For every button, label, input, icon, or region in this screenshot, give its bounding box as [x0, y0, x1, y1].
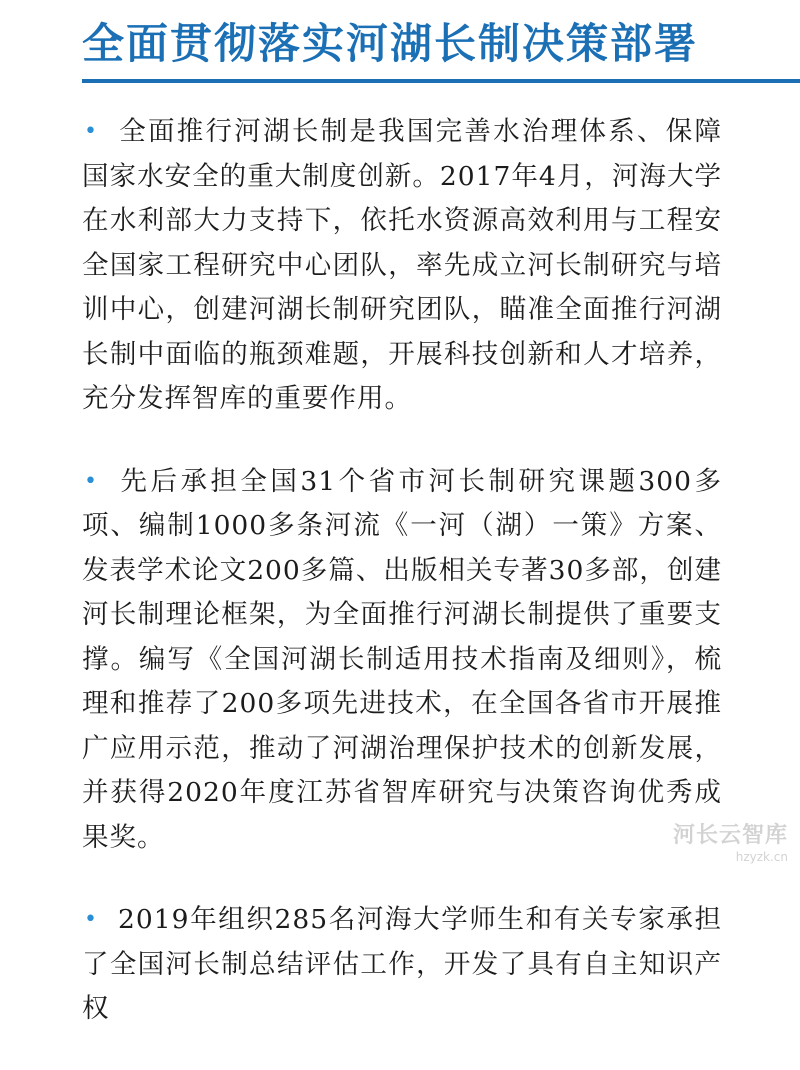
- watermark: [673, 822, 788, 864]
- paragraph-3: [82, 898, 722, 1032]
- bullet-icon: •: [84, 907, 98, 932]
- bullet-icon: •: [84, 468, 98, 494]
- watermark-url: hzyzk.cn: [735, 850, 788, 864]
- paragraph-1: [82, 110, 722, 422]
- bullet-icon: •: [84, 119, 98, 144]
- page-title: 全面贯彻落实河湖长制决策部署: [82, 19, 699, 68]
- article-body: [82, 110, 722, 1070]
- paragraph-text: 2019年组织285名河海大学师生和有关专家承担了全国河长制总结评估工作，开发了具有自主知识产权: [82, 904, 722, 1024]
- paragraph-text: 全面推行河湖长制是我国完善水治理体系、保障国家水安全的重大制度创新。2017年4月，河海大学在水利部大力支持下，依托水资源高效利用与工程安全国家工程研究中心团队，率先成立河长制研究与培训中心，创建河湖长制研究团队，瞄准全面推行河湖长制中面临的瓶颈难题，开展科技创新和人才培养，充分发挥智库的重要作用。: [82, 116, 722, 414]
- title-underline: [82, 79, 800, 83]
- paragraph-text: 先后承担全国31个省市河长制研究课题300多项、编制1000多条河流《一河（湖）一策》方案、发表学术论文200多篇、出版相关专著30多部，创建河长制理论框架，为全面推行河湖长制提供了重要支撑。编写《全国河湖长制适用技术指南及细则》，梳理和推荐了200多项先进技术，在全国各省市开展推广应用示范，推动了河湖治理保护技术的创新发展，并获得2020年度江苏省智库研究与决策咨询优秀成果奖。: [82, 465, 722, 853]
- paragraph-2: [82, 460, 722, 861]
- watermark-name: 河长云智库: [672, 823, 788, 848]
